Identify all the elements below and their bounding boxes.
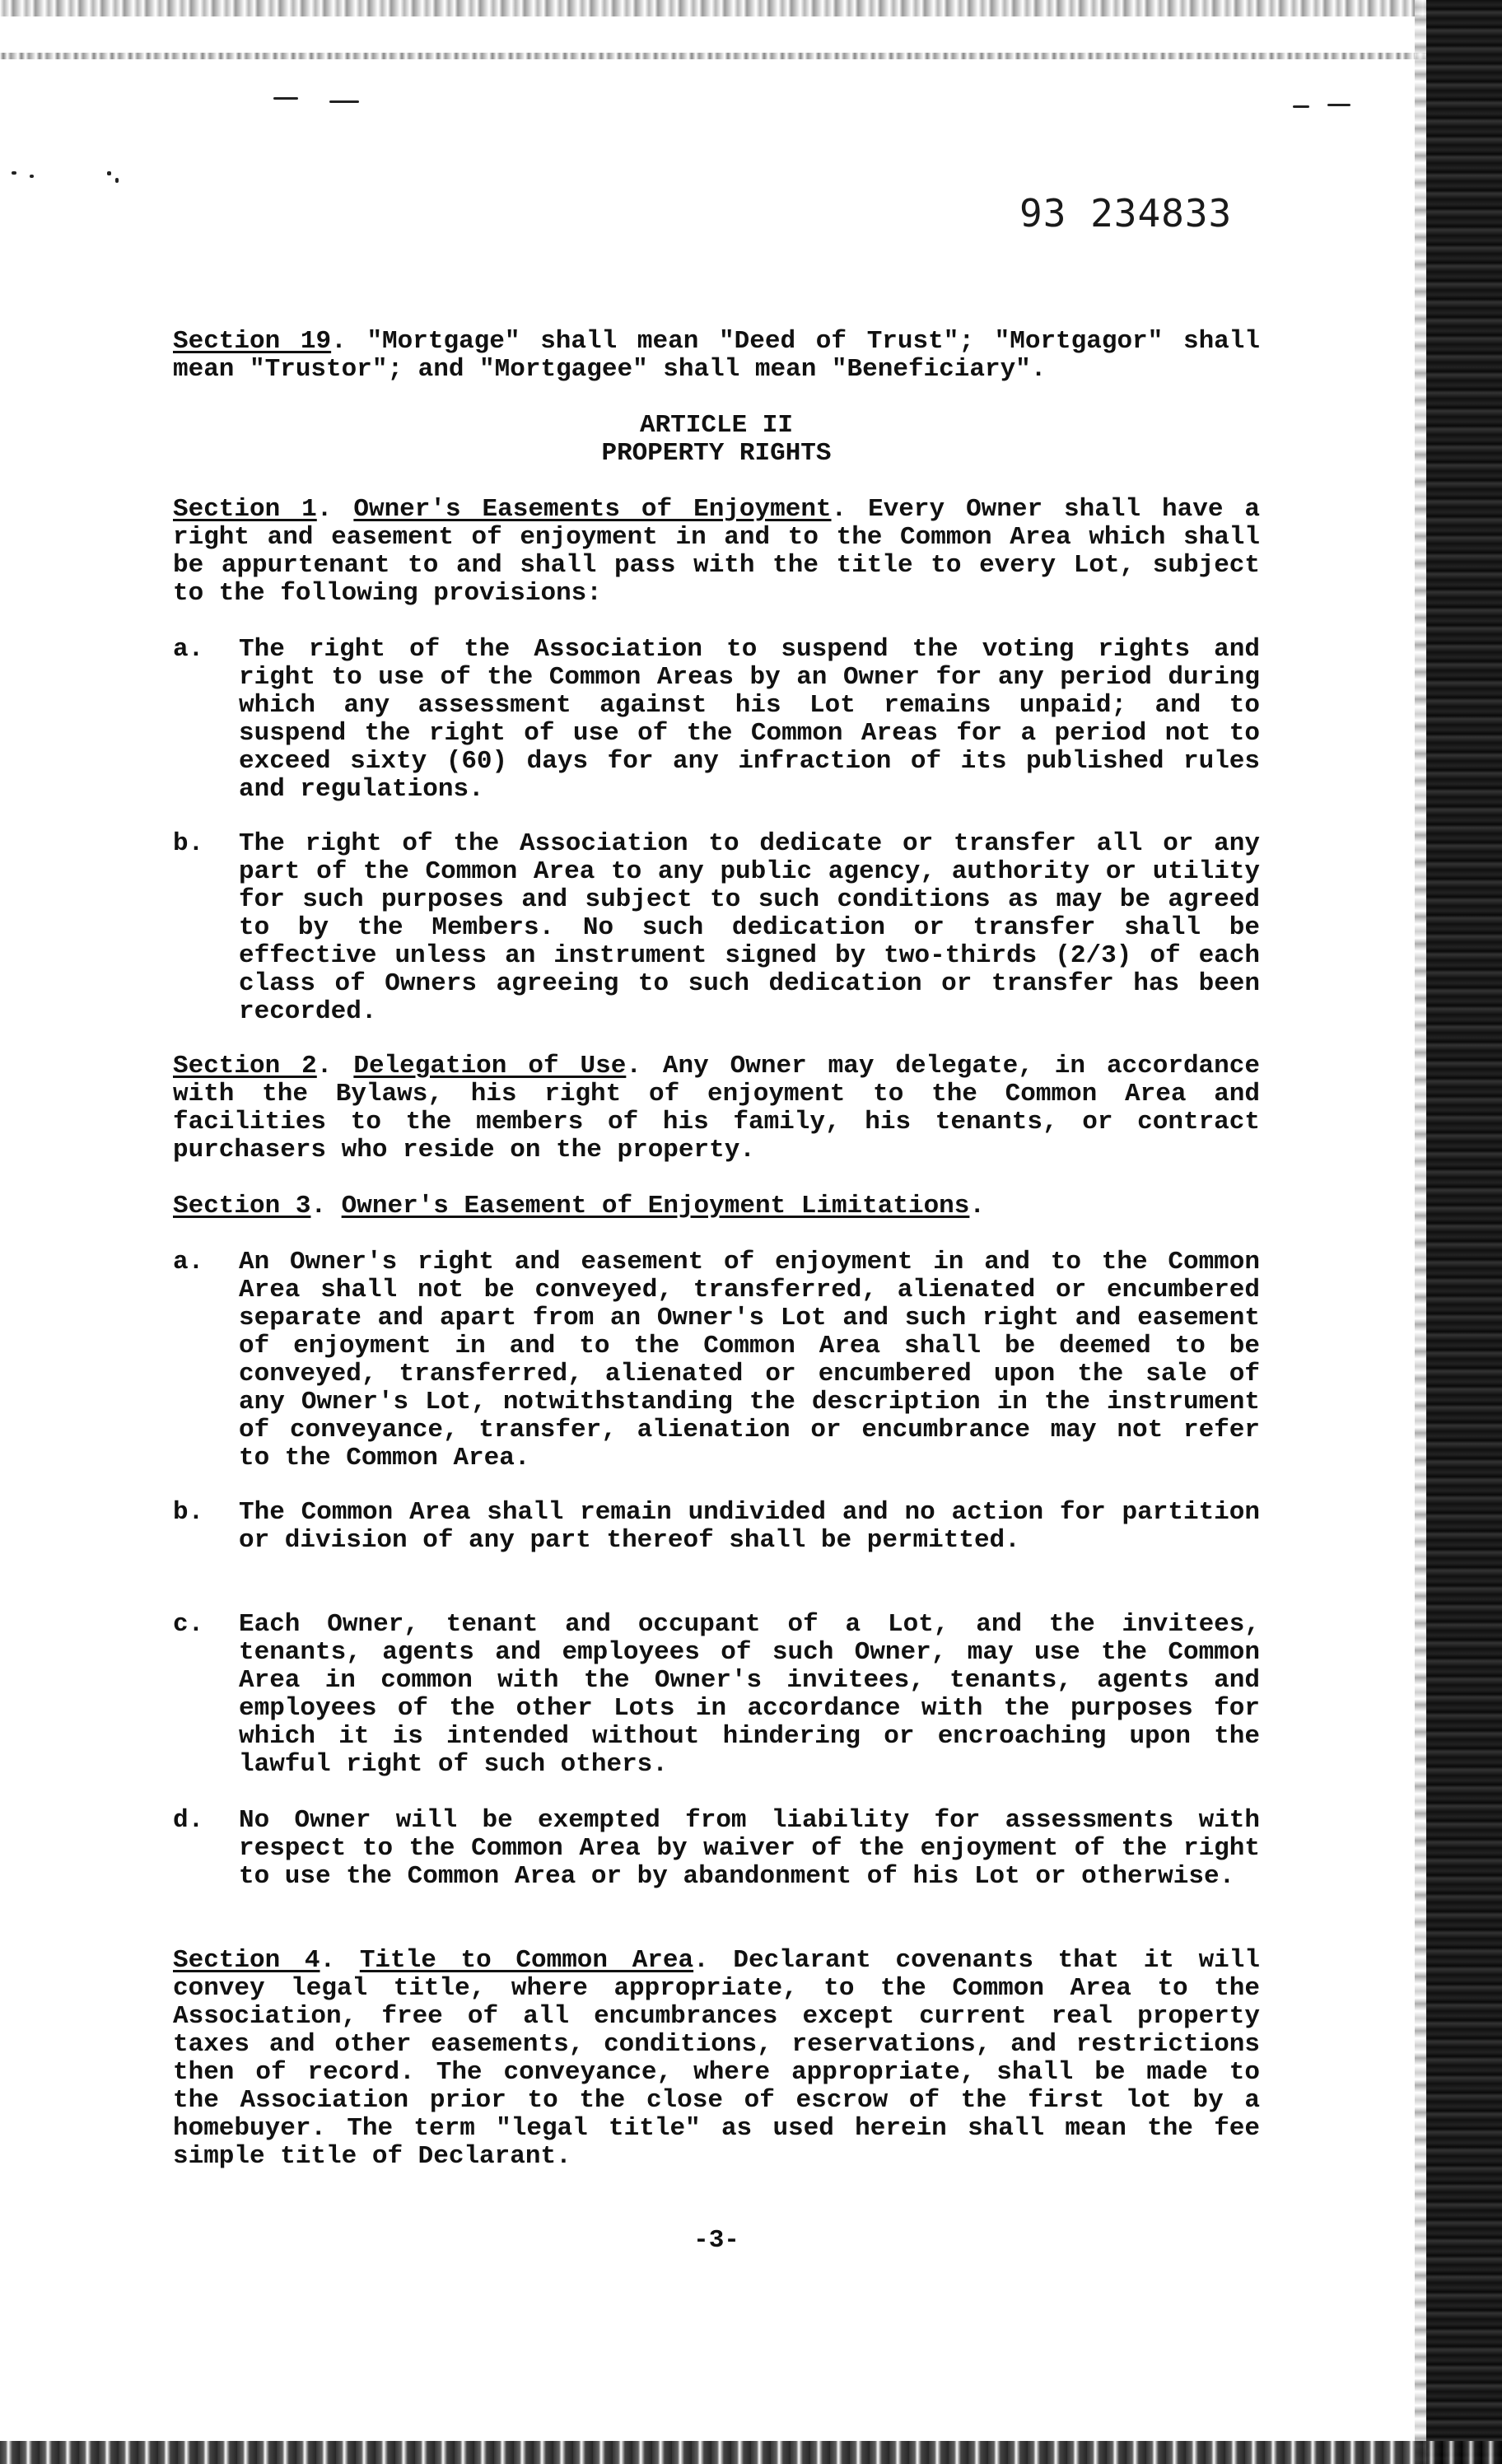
item-marker: b.	[173, 1498, 204, 1527]
item-marker: c.	[173, 1610, 204, 1639]
item-text: Each Owner, tenant and occupant of a Lot, and the invitees, tenants, agents and employees of such Owner, may use the Common Area in common with the Owner's invitees, tenants, agents and employees of the other Lots in accordance with the purposes for which it is intended without hindering or encroaching upon the lawful right of such others.	[239, 1610, 1260, 1779]
section-3-heading: Owner's Easement of Enjoyment Limitations	[341, 1192, 970, 1220]
scan-edge-bottom	[0, 2441, 1502, 2464]
scan-speck	[107, 171, 111, 175]
section-19-label: Section 19	[173, 327, 332, 356]
section-19-text: . "Mortgage" shall mean "Deed of Trust"; "Mortgagor" shall mean "Trustor"; and "Mortgagee" shall mean "Beneficiary".	[173, 327, 1260, 384]
item-text: The right of the Association to suspend the voting rights and right to use of the Common Areas by an Owner for any period during which any assessment against his Lot remains unpaid; and to suspend the right of use of the Common Areas for a period not to exceed sixty (60) days for any infraction of its published rules and regulations.	[239, 635, 1260, 804]
scan-speck	[1327, 104, 1350, 106]
section-4-paragraph	[173, 1947, 1260, 2171]
section-2-label: Section 2	[173, 1052, 317, 1080]
scan-speck	[1293, 105, 1309, 108]
article-heading	[173, 412, 1260, 468]
article-number: ARTICLE II	[639, 411, 794, 440]
section-1-separator: .	[316, 495, 354, 524]
section-1-paragraph	[173, 496, 1260, 608]
section-2-separator: .	[316, 1052, 354, 1080]
document-number: 93 234833	[1019, 191, 1233, 236]
section-3-label: Section 3	[173, 1192, 311, 1220]
section-4-heading: Title to Common Area	[359, 1946, 694, 1975]
scan-speck	[115, 178, 119, 183]
scan-edge-top-line	[0, 53, 1426, 59]
scan-speck	[12, 171, 16, 175]
section-2-paragraph	[173, 1052, 1260, 1164]
section-2-text: . Any Owner may delegate, in accordance with the Bylaws, his right of enjoyment to the Common Area and facilities to the members of his family, his tenants, or contract purchasers who reside on the property.	[173, 1052, 1260, 1164]
page-number: -3-	[693, 2226, 739, 2255]
item-marker: d.	[173, 1806, 204, 1835]
section-3-separator: .	[310, 1192, 342, 1220]
section-3-end: .	[969, 1192, 985, 1220]
section-4-label: Section 4	[173, 1946, 320, 1975]
item-marker: b.	[173, 829, 204, 858]
scan-edge-right-fringe	[1415, 0, 1426, 2464]
item-text: The Common Area shall remain undivided and no action for partition or division of any part thereof shall be permitted.	[239, 1498, 1260, 1555]
item-marker: a.	[173, 1248, 204, 1276]
section-1-text: . Every Owner shall have a right and easement of enjoyment in and to the Common Area which shall be appurtenant to and shall pass with the title to every Lot, subject to the following provisions:	[173, 495, 1260, 608]
section-1-heading: Owner's Easements of Enjoyment	[353, 495, 832, 524]
item-text: An Owner's right and easement of enjoyment in and to the Common Area shall not be conveyed, transferred, alienated or encumbered separate and apart from an Owner's Lot and such right and easement of enjoyment in and to the Common Area shall be deemed to be conveyed, transferred, alienated or encumbered upon the sale of any Owner's Lot, notwithstanding the description in the instrument of conveyance, transfer, alienation or encumbrance may not refer to the Common Area.	[239, 1248, 1260, 1472]
scan-edge-top	[0, 0, 1502, 16]
scan-speck	[329, 100, 359, 103]
section-4-separator: .	[320, 1946, 360, 1975]
item-text: The right of the Association to dedicate or transfer all or any part of the Common Area to any public agency, authority or utility for such purposes and subject to such conditions as may be agreed to by the Members. No such dedication or transfer shall be effective unless an instrument signed by two-thirds (2/3) of each class of Owners agreeing to such dedication or transfer has been recorded.	[239, 829, 1260, 1026]
scan-edge-right	[1426, 0, 1502, 2464]
scan-speck	[273, 97, 298, 100]
article-title: PROPERTY RIGHTS	[601, 439, 832, 468]
section-4-text: . Declarant covenants that it will convey legal title, where appropriate, to the Common Area to the Association, free of all encumbrances except current real property taxes and other easements, conditions, reservations, and restrictions then of record. The conveyance, where appropriate, shall be made to the Association prior to the close of escrow of the first lot by a homebuyer. The term "legal title" as used herein shall mean the fee simple title of Declarant.	[173, 1946, 1260, 2171]
section-1-label: Section 1	[173, 495, 317, 524]
item-text: No Owner will be exempted from liability for assessments with respect to the Common Area by waiver of the enjoyment of the right to use the Common Area or by abandonment of his Lot or otherwise.	[239, 1806, 1260, 1891]
section-3-paragraph	[173, 1192, 1260, 1220]
scan-speck	[30, 175, 34, 178]
section-2-heading: Delegation of Use	[353, 1052, 627, 1080]
item-marker: a.	[173, 635, 204, 664]
section-19-paragraph	[173, 328, 1260, 384]
